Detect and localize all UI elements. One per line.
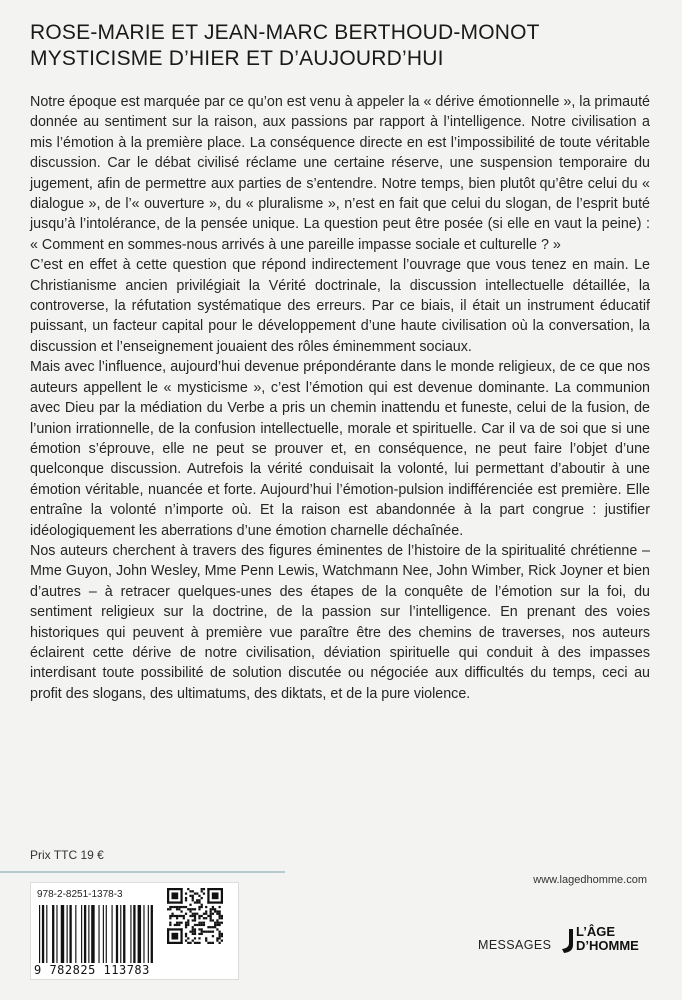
qr-cell xyxy=(216,924,218,926)
qr-cell xyxy=(219,937,221,939)
qr-cell xyxy=(214,908,216,910)
qr-cell xyxy=(219,935,221,937)
qr-cell xyxy=(196,899,198,901)
qr-cell xyxy=(210,910,212,912)
qr-cell xyxy=(205,917,207,919)
qr-cell xyxy=(187,919,189,921)
barcode-bar xyxy=(42,905,44,963)
qr-cell xyxy=(185,935,187,937)
qr-cell xyxy=(167,908,169,910)
qr-cell xyxy=(221,935,223,937)
qr-cell xyxy=(216,910,218,912)
qr-cell xyxy=(219,913,221,915)
qr-code-icon xyxy=(167,888,223,944)
qr-cell xyxy=(205,910,207,912)
qr-cell xyxy=(180,910,182,912)
qr-cell xyxy=(169,922,171,924)
qr-cell xyxy=(185,940,187,942)
isbn-barcode-digits: 9 782825 113783 xyxy=(34,963,150,977)
qr-cell xyxy=(171,906,173,908)
qr-cell xyxy=(196,892,198,894)
qr-cell xyxy=(194,917,196,919)
qr-cell xyxy=(219,933,221,935)
qr-cell xyxy=(185,892,187,894)
qr-cell xyxy=(176,924,178,926)
qr-cell xyxy=(185,906,187,908)
collection-name: MESSAGES xyxy=(478,938,552,952)
qr-cell xyxy=(216,913,218,915)
qr-cell xyxy=(192,897,194,899)
qr-cell xyxy=(192,899,194,901)
barcode-bar xyxy=(120,905,121,963)
qr-cell xyxy=(196,901,198,903)
barcode-bar xyxy=(116,905,118,963)
price-label: Prix TTC 19 € xyxy=(30,848,104,862)
barcode-bar xyxy=(151,905,153,963)
qr-cell xyxy=(203,924,205,926)
barcode-bar xyxy=(81,905,82,963)
qr-cell xyxy=(212,906,214,908)
book-title: MYSTICISME D’HIER ET D’AUJOURD’HUI xyxy=(30,47,444,70)
qr-cell xyxy=(194,928,196,930)
qr-cell xyxy=(185,913,187,915)
barcode-bar xyxy=(39,905,40,963)
qr-cell xyxy=(207,931,209,933)
qr-cell xyxy=(187,942,189,944)
qr-cell xyxy=(194,919,196,921)
barcode-bar xyxy=(67,905,68,963)
back-cover-blurb xyxy=(30,92,650,704)
qr-cell xyxy=(180,928,182,944)
qr-cell xyxy=(185,922,187,924)
qr-cell xyxy=(216,922,218,924)
qr-cell xyxy=(169,915,171,917)
qr-cell xyxy=(192,940,194,942)
qr-cell xyxy=(203,922,205,924)
qr-cell xyxy=(207,888,223,890)
qr-cell xyxy=(169,917,171,919)
qr-cell xyxy=(210,919,212,921)
qr-cell xyxy=(192,915,194,917)
qr-cell xyxy=(174,915,176,917)
qr-cell xyxy=(187,908,189,910)
barcode-bar xyxy=(148,905,149,963)
qr-cell xyxy=(189,931,191,933)
qr-cell xyxy=(194,924,196,926)
barcode-bar xyxy=(123,905,125,963)
qr-cell xyxy=(205,906,207,908)
qr-cell xyxy=(221,922,223,924)
qr-cell xyxy=(198,915,200,917)
qr-cell xyxy=(167,942,183,944)
qr-cell xyxy=(185,926,187,928)
qr-cell xyxy=(171,892,178,899)
qr-cell xyxy=(196,942,198,944)
qr-cell xyxy=(185,933,187,935)
qr-cell xyxy=(203,888,205,890)
qr-cell xyxy=(198,899,200,901)
qr-cell xyxy=(212,892,219,899)
qr-cell xyxy=(214,926,216,928)
qr-cell xyxy=(169,924,171,926)
barcode-bar xyxy=(143,905,144,963)
qr-cell xyxy=(207,942,209,944)
qr-cell xyxy=(210,926,212,928)
qr-cell xyxy=(216,940,218,942)
barcode-bar xyxy=(103,905,104,963)
qr-cell xyxy=(219,931,221,933)
qr-cell xyxy=(196,913,198,915)
qr-cell xyxy=(185,924,187,926)
barcode-bar xyxy=(69,905,71,963)
qr-cell xyxy=(189,942,191,944)
qr-cell xyxy=(205,937,207,939)
qr-cell xyxy=(210,908,212,910)
qr-cell xyxy=(178,906,180,908)
qr-cell xyxy=(203,917,205,919)
qr-cell xyxy=(207,915,209,917)
qr-cell xyxy=(171,913,173,915)
qr-cell xyxy=(210,913,212,915)
qr-cell xyxy=(212,926,214,928)
qr-cell xyxy=(176,915,178,917)
qr-cell xyxy=(194,908,196,910)
publisher-logo-mark xyxy=(560,929,574,953)
qr-cell xyxy=(194,892,196,894)
qr-cell xyxy=(201,933,203,935)
qr-cell xyxy=(219,915,221,917)
qr-cell xyxy=(216,928,218,930)
qr-cell xyxy=(171,915,173,917)
qr-cell xyxy=(174,906,176,908)
barcode-bar xyxy=(91,905,94,963)
qr-cell xyxy=(185,899,187,901)
qr-cell xyxy=(201,922,203,924)
publisher-name-line2: D’HOMME xyxy=(576,938,639,953)
qr-cell xyxy=(187,922,189,924)
barcode-bar xyxy=(98,905,99,963)
qr-cell xyxy=(216,919,218,921)
qr-cell xyxy=(198,937,200,939)
qr-cell xyxy=(194,931,196,933)
qr-cell xyxy=(198,895,200,897)
qr-cell xyxy=(207,888,209,904)
qr-cell xyxy=(189,908,191,910)
qr-cell xyxy=(201,890,203,892)
barcode-bar xyxy=(138,905,141,963)
blurb-paragraph-1: Notre époque est marquée par ce qu’on est venu à appeler la « dérive émotionnelle », la primauté donnée au sentiment sur la raison, aux passions par rapport à l’intelligence. Notre civilisation a mis l’émotion à la première place. La conséquence directe en est l’impossibilité de toute véritable discussion. Car le débat civilisé réclame une certaine réserve, une suspension temporaire du jugement, afin de permettre aux parties de s’entendre. Notre temps, bien plutôt qu’être celui du « dialogue », de l’« ouverture », du « pluralisme », n’est en fait que celui du slogan, de l’esprit buté jusqu’à l’intolérance, de la pensée unique. La question peut être posée (si elle en vaut la peine) : « Comment en sommes-nous arrivés à une pareille impasse sociale et culturelle ? » xyxy=(30,94,650,253)
qr-cell xyxy=(192,933,194,935)
qr-cell xyxy=(183,906,185,908)
qr-cell xyxy=(176,922,178,924)
blurb-paragraph-3: Mais avec l’influence, aujourd’hui devenue prépondérante dans le monde religieux, de ce que nos auteurs appellent le « mysticisme », c’est l’émotion qui est devenue dominante. La communion avec Dieu par la médiation du Verbe a pris un chemin inattendu et funeste, celui de la fusion, de l’union irrationnelle, de la confusion intellectuelle, morale et spirituelle. Car il va de soi que si une émotion s’éprouve, elle ne peut se prouver et, en conséquence, ne peut faire l’objet d’une quelconque discussion. Autrefois la vérité conduisait la volonté, lui permettant d’aboutir à une émotion véritable, nuancée et forte. Aujourd’hui l’émotion-pulsion indifférenciée est première. Elle entraîne la volonté n’importe où. Et la raison est abandonnée à la part congrue : justifier idéologiquement les aberrations d’une émotion charnelle déchaînée. xyxy=(30,359,650,539)
qr-cell xyxy=(212,935,214,937)
qr-cell xyxy=(201,928,203,930)
qr-cell xyxy=(212,908,214,910)
barcode-bar xyxy=(133,905,135,963)
qr-cell xyxy=(187,888,189,890)
qr-cell xyxy=(221,940,223,942)
qr-cell xyxy=(198,942,200,944)
qr-cell xyxy=(178,924,180,926)
qr-cell xyxy=(216,937,218,939)
qr-cell xyxy=(167,888,169,904)
qr-cell xyxy=(219,942,221,944)
publisher-name xyxy=(576,925,676,953)
qr-cell xyxy=(212,913,214,915)
qr-cell xyxy=(198,922,200,924)
qr-cell xyxy=(176,906,178,908)
qr-cell xyxy=(205,931,207,933)
qr-cell xyxy=(192,926,194,928)
qr-cell xyxy=(167,928,183,930)
barcode-bar xyxy=(130,905,131,963)
barcode-bar xyxy=(56,905,57,963)
qr-cell xyxy=(189,910,191,912)
qr-cell xyxy=(219,922,221,924)
qr-cell xyxy=(201,904,203,906)
publisher-website: www.lagedhomme.com xyxy=(533,874,647,886)
qr-cell xyxy=(219,910,221,912)
qr-cell xyxy=(194,937,196,939)
qr-cell xyxy=(187,924,189,926)
qr-cell xyxy=(198,901,200,903)
qr-cell xyxy=(201,888,203,890)
qr-cell xyxy=(221,915,223,917)
qr-cell xyxy=(183,917,185,919)
barcode-bar xyxy=(75,905,76,963)
qr-cell xyxy=(219,917,221,919)
blurb-paragraph-2: C’est en effet à cette question que répond indirectement l’ouvrage que vous tenez en main. Le Christianisme ancien privilégiait la Vérité doctrinale, la discussion intellectuelle détaillée, la controverse, la réfutation systématique des erreurs. Par ce biais, il était un instrument éducatif puissant, un facteur capital pour le développement d’une haute civilisation où la conversation, la discussion et l’enseignement jouaient des rôles éminemment sociaux. xyxy=(30,257,650,355)
book-title-block xyxy=(30,20,660,72)
qr-cell xyxy=(203,892,205,894)
qr-cell xyxy=(178,915,180,917)
qr-cell xyxy=(212,919,214,921)
qr-cell xyxy=(210,915,212,917)
qr-cell xyxy=(176,908,178,910)
qr-cell xyxy=(205,940,207,942)
qr-cell xyxy=(180,888,182,904)
qr-cell xyxy=(183,915,185,917)
qr-cell xyxy=(219,906,221,908)
qr-cell xyxy=(169,908,171,910)
qr-cell xyxy=(189,915,191,917)
barcode-bar xyxy=(46,905,47,963)
qr-cell xyxy=(210,942,212,944)
qr-cell xyxy=(201,897,203,899)
qr-cell xyxy=(194,915,196,917)
qr-cell xyxy=(198,908,200,910)
qr-cell xyxy=(192,890,194,892)
qr-cell xyxy=(201,931,203,933)
qr-cell xyxy=(201,906,203,908)
qr-cell xyxy=(210,931,212,933)
barcode-bar xyxy=(88,905,89,963)
qr-cell xyxy=(214,922,216,924)
qr-cell xyxy=(187,937,189,939)
price-divider xyxy=(0,871,285,873)
qr-cell xyxy=(192,895,194,897)
barcode-bar xyxy=(61,905,64,963)
qr-cell xyxy=(189,890,191,892)
isbn-label: 978-2-8251-1378-3 xyxy=(37,889,123,900)
qr-cell xyxy=(189,904,191,906)
qr-cell xyxy=(194,901,196,903)
qr-cell xyxy=(180,906,182,908)
qr-cell xyxy=(214,910,216,912)
barcode-bar xyxy=(112,905,113,963)
qr-cell xyxy=(221,888,223,904)
qr-cell xyxy=(192,931,194,933)
qr-cell xyxy=(201,915,203,917)
barcode-bar xyxy=(106,905,107,963)
qr-cell xyxy=(194,942,196,944)
qr-cell xyxy=(207,901,223,903)
qr-cell xyxy=(203,913,205,915)
qr-cell xyxy=(214,924,216,926)
qr-cell xyxy=(192,928,194,930)
qr-cell xyxy=(221,917,223,919)
barcode-bar xyxy=(84,905,86,963)
qr-cell xyxy=(212,931,214,933)
qr-cell xyxy=(167,888,183,890)
qr-cell xyxy=(167,928,169,944)
qr-cell xyxy=(176,917,178,919)
qr-cell xyxy=(189,895,191,897)
qr-cell xyxy=(198,906,200,908)
qr-cell xyxy=(198,928,200,930)
qr-cell xyxy=(178,908,180,910)
qr-cell xyxy=(194,913,196,915)
qr-cell xyxy=(180,922,182,924)
qr-cell xyxy=(178,922,180,924)
qr-cell xyxy=(171,933,178,940)
publisher-name-line1: L’ÂGE xyxy=(576,924,616,939)
qr-cell xyxy=(207,926,209,928)
qr-cell xyxy=(196,924,198,926)
qr-cell xyxy=(201,924,203,926)
qr-cell xyxy=(203,931,205,933)
qr-cell xyxy=(192,908,194,910)
qr-cell xyxy=(198,933,200,935)
barcode-bar xyxy=(52,905,54,963)
qr-cell xyxy=(198,924,200,926)
qr-cell xyxy=(174,924,176,926)
qr-cell xyxy=(221,933,223,935)
qr-cell xyxy=(212,942,214,944)
qr-cell xyxy=(185,897,187,899)
qr-cell xyxy=(219,924,221,926)
qr-cell xyxy=(169,906,171,908)
qr-cell xyxy=(180,915,182,917)
qr-cell xyxy=(205,913,207,915)
qr-cell xyxy=(194,933,196,935)
blurb-paragraph-4: Nos auteurs cherchent à travers des figures éminentes de l’histoire de la spiritualité chrétienne – Mme Guyon, John Wesley, Mme Penn Lewis, Watchmann Nee, John Wimber, Rick Joyner et bien d’autres – à retracer quelques-unes des étapes de la conquête de l’émotion sur la foi, du sentiment religieux sur la doctrine, de la passion sur l’intelligence. En prenant des voies historiques qui peuvent à première vue paraître être des chemins de traverses, nos auteurs éclairent cette dérive de notre civilisation, déviation spirituelle qui conduit à des impasses interdisant toute possibilité de solution discutée ou négociée aux difficultés du temps, ceci au profit des slogans, des ultimatums, des diktats, et de la pure violence. xyxy=(30,542,650,702)
qr-cell xyxy=(198,917,200,919)
qr-cell xyxy=(192,913,194,915)
qr-cell xyxy=(192,919,194,921)
authors-line: ROSE-MARIE ET JEAN-MARC BERTHOUD-MONOT xyxy=(30,21,540,44)
qr-cell xyxy=(167,901,183,903)
qr-cell xyxy=(210,917,212,919)
